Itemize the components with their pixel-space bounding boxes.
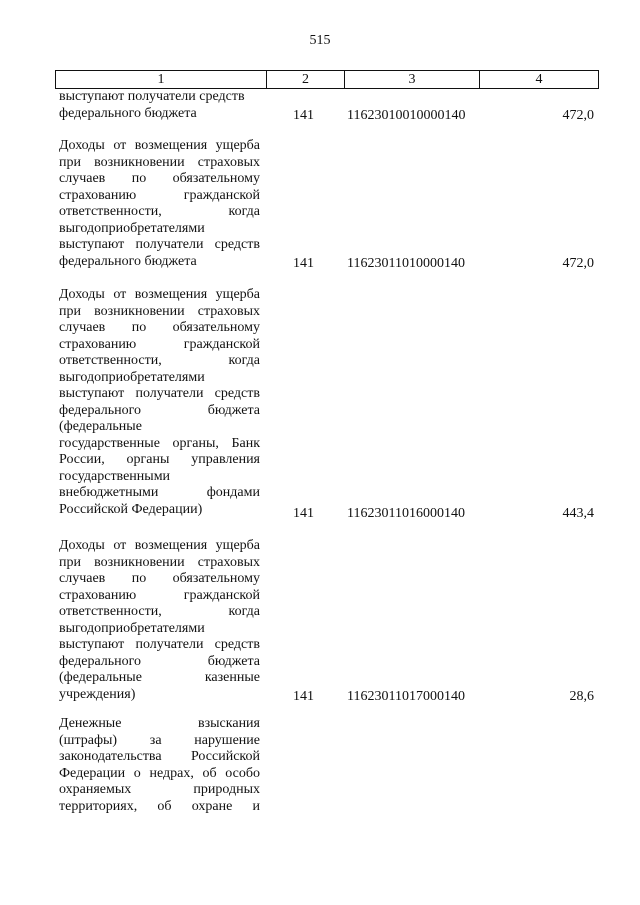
table-row bbox=[0, 538, 640, 705]
row-budget-code: 11623011016000140 bbox=[347, 505, 465, 521]
table-row bbox=[0, 716, 640, 833]
column-header-3: 3 bbox=[345, 71, 480, 89]
row-admin-code: 141 bbox=[293, 688, 314, 704]
column-header-4: 4 bbox=[480, 71, 599, 89]
row-amount: 443,4 bbox=[562, 505, 594, 521]
row-description: выступают получатели средств федерального бюджета bbox=[59, 89, 245, 121]
page-number: 515 bbox=[309, 33, 331, 48]
row-description: Доходы от возмещения ущерба при возникновении страховых случаев по обязательному страхованию гражданской ответственности, когда выгодоприобретателями выступают получатели средств федерального бюджета (федеральные казенные учреждения) bbox=[59, 538, 260, 702]
table-row bbox=[0, 138, 640, 272]
row-budget-code: 11623011017000140 bbox=[347, 688, 465, 704]
column-header-row bbox=[55, 70, 599, 89]
table-row bbox=[0, 89, 640, 124]
row-amount: 472,0 bbox=[562, 107, 594, 123]
row-budget-code: 11623011010000140 bbox=[347, 255, 465, 271]
row-description: Доходы от возмещения ущерба при возникновении страховых случаев по обязательному страхованию гражданской ответственности, когда выгодоприобретателями выступают получатели средств федерального бюджета (федеральные государственные органы, Банк России, органы управления государственными внебюджетными фондами Российской Федерации) bbox=[59, 287, 260, 517]
row-amount: 28,6 bbox=[569, 688, 594, 704]
row-budget-code: 11623010010000140 bbox=[347, 107, 466, 123]
row-description: Денежные взыскания (штрафы) за нарушение законодательства Российской Федерации о недрах, об особо охраняемых природных территориях, об охране и bbox=[59, 716, 260, 814]
row-description: Доходы от возмещения ущерба при возникновении страховых случаев по обязательному страхованию гражданской ответственности, когда выгодоприобретателями выступают получатели средств федерального бюджета bbox=[59, 138, 260, 269]
row-admin-code: 141 bbox=[293, 107, 314, 123]
row-admin-code: 141 bbox=[293, 505, 314, 521]
column-header-1: 1 bbox=[56, 71, 267, 89]
row-admin-code: 141 bbox=[293, 255, 314, 271]
row-amount: 472,0 bbox=[562, 255, 594, 271]
table-row bbox=[0, 287, 640, 522]
column-header-2: 2 bbox=[267, 71, 345, 89]
